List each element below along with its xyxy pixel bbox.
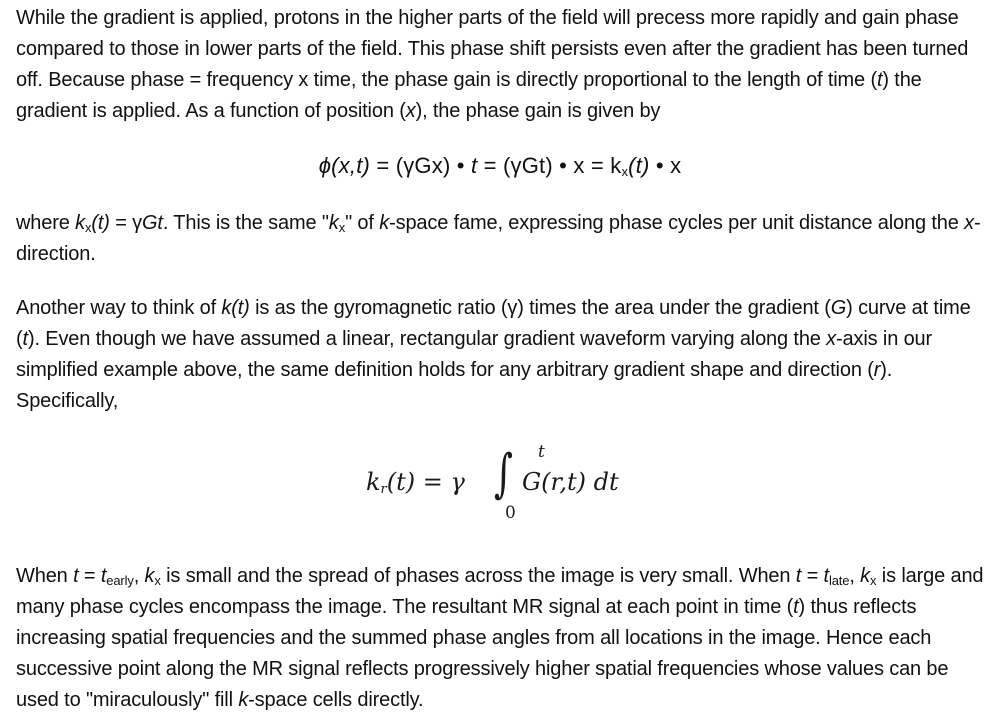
text-run: is as the gyromagnetic ratio (γ) times the area under the gradient ( [249,297,831,319]
eq-k: k [366,468,381,496]
text-run: = [78,565,101,587]
text-run: ) the gradient is applied. As a function of position ( [16,69,922,122]
paragraph-kx-definition [16,208,994,270]
integral-lower-limit: 0 [505,503,516,523]
eq-lhs [366,468,465,496]
text-run: -space fame, expressing phase cycles per unit distance along the [389,212,965,234]
var-kt: k(t) [221,297,250,319]
subscript-late: late [828,573,850,588]
text-run: -space cells directly. [248,689,424,711]
var-g: G [830,297,847,319]
text-run: is small and the spread of phases across the image is very small. When [160,565,796,587]
subscript-early: early [106,573,134,588]
var-k: k [379,212,390,234]
var-t: t [795,565,802,587]
text-run: where [16,212,76,234]
text-run: When [16,565,74,587]
text-run: . This is the same " [162,212,329,234]
var-k: k [144,565,155,587]
text-run: , [849,565,861,587]
var-x: x [405,100,416,122]
eq-subscript: x [621,164,629,179]
eq-lhs-rest: (t) = γ [386,468,465,496]
eq-part: (t) [628,153,650,178]
var-k: k [328,212,339,234]
var-gt: Gt [142,212,163,234]
var-t: t [793,596,799,618]
integral-sign: ∫ [494,444,513,504]
eq-subscript-r: r [380,482,387,497]
var-t: t [876,69,883,91]
equation-k-integral [366,442,666,526]
text-run: -direction. [16,212,981,265]
text-run: ). Even though we have assumed a linear, rectangular gradient waveform varying along the [27,328,827,350]
text-run: Another way to think of [16,297,222,319]
var-r: r [873,359,881,381]
eq-phi: ϕ(x,t) [318,153,371,178]
var-k: k [860,565,871,587]
text-run: = γ [109,212,142,234]
equation-phase [0,150,1000,182]
eq-t: t [471,153,478,178]
text-run: is large and many phase cycles encompass the image. The resultant MR signal at each point in time ( [16,565,984,618]
subscript: x [338,220,346,235]
var-t: t [823,565,829,587]
var-t: t [73,565,79,587]
var-k: k [238,689,249,711]
text-run: ), the phase gain is given by [415,100,661,122]
paragraph-mr-signal [16,561,994,716]
eq-part: = (γGx) • [370,153,471,178]
text-run: ). Specifically, [16,359,893,412]
integral-upper-limit: t [538,442,545,462]
var-x: x [964,212,974,234]
subscript: x [870,573,877,588]
eq-part: • x [649,153,682,178]
text-run: = [801,565,824,587]
subscript: x [85,220,92,235]
paragraph-kt-explanation [16,293,994,417]
integrand: G(r,t) dt [522,468,619,496]
var-k: k [75,212,85,234]
text-run: " of [345,212,380,234]
text-run: , [133,565,145,587]
text-run: While the gradient is applied, protons in the higher parts of the field will precess more rapidly and gain phase compared to those in lower parts of the field. This phase shift persists even after the gradient has been turned off. Because phase = frequency x time, the phase gain is directly proportional to the length of time ( [16,7,969,91]
paragraph-phase-gain [16,3,994,127]
var-t: t [100,565,107,587]
text-run: ) thus reflects increasing spatial frequencies and the summed phase angles from all locations in the image. Hence each successive point along the MR signal reflects progressively higher spatial frequencies whose values can be used to "miraculously" fill [16,596,949,711]
var-x: x [826,328,837,350]
var-t: (t) [91,212,110,234]
eq-part: = (γGt) • x = k [477,153,622,178]
text-run: -axis in our simplified example above, the same definition holds for any arbitrary gradient shape and direction ( [16,328,933,381]
subscript: x [154,573,161,588]
var-t: t [22,328,28,350]
text-run: ) curve at time ( [16,297,971,350]
